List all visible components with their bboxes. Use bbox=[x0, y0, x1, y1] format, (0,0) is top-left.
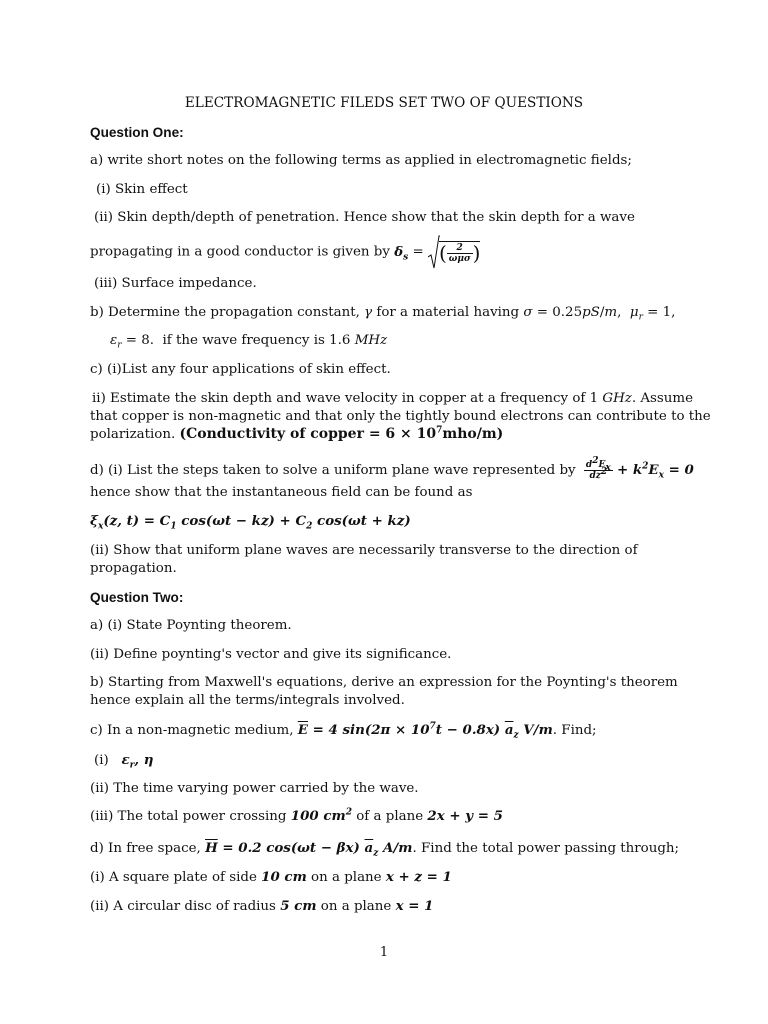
q1-c-ii-line2: that copper is non-magnetic and that only the tightly bound electrons can contribute to the bbox=[90, 409, 711, 424]
q1-c-ii-line3: polarization. (Conductivity of copper = $6 \times 10^7mho/m$) bbox=[90, 425, 504, 442]
q2-d-i: (i) A square plate of side 10 cm on a plane x + z = 1 bbox=[90, 869, 452, 885]
q2-b-line1: b) Starting from Maxwell's equations, derive an expression for the Poynting's theorem bbox=[90, 675, 678, 690]
q1-d-i-line1: d) (i) List the steps taken to solve a uniform plane wave represented by $\frac{d^2E_x}{dz^2}$ + $k^2E_x = 0$ bbox=[90, 456, 694, 481]
q2-c-ii: (ii) The time varying power carried by the wave. bbox=[90, 781, 419, 796]
q1-b-line1: b) Determine the propagation constant, γ for a material having σ = 0.25pS/m, $\mu_r = 1$, bbox=[90, 305, 676, 323]
formula-numerator: 2 bbox=[447, 243, 473, 254]
q1-a-ii-line1: (ii) Skin depth/depth of penetration. Hence show that the skin depth for a wave bbox=[94, 210, 635, 225]
skin-depth-symbol: $\delta_s$ bbox=[394, 243, 409, 263]
q1-d-ii-line1: (ii) Show that uniform plane waves are necessarily transverse to the direction of bbox=[90, 543, 638, 558]
second-derivative: $\frac{d^2E_x}{dz^2}$ bbox=[585, 456, 611, 481]
page-title: ELECTROMAGNETIC FILEDS SET TWO OF QUESTIONS bbox=[184, 95, 584, 111]
instantaneous-field-formula: $\xi_x(z$, $t) = C_1$ $\cos(\omega t - kz) + C_2$ cos(ωt + kz) bbox=[90, 513, 411, 532]
q1-a-i: (i) Skin effect bbox=[96, 182, 188, 197]
q2-d-intro: d) In free space, $\overline{H} = 0.2$ cos(ωt − βx) $\overline{a}_z$ A/m. Find the total power passing through; bbox=[90, 840, 680, 859]
q1-a-ii-line2: propagating in a good conductor is given by $\delta_s$ = ( $\frac{2}{\text{ωμσ}}$ ) bbox=[90, 235, 480, 269]
question-two-heading: Question Two: bbox=[90, 590, 184, 605]
q2-d-ii: (ii) A circular disc of radius 5 cm on a plane x = 1 bbox=[90, 898, 434, 914]
q2-c-i: (i) $\varepsilon_r$, η bbox=[94, 752, 154, 771]
q1-c-i: c) (i)List any four applications of skin effect. bbox=[90, 362, 391, 377]
q1-b-line2: $\varepsilon_r = 8$. if the wave frequency is 1.6 MHz bbox=[110, 333, 388, 351]
q1-a-intro: a) write short notes on the following terms as applied in electromagnetic fields; bbox=[90, 153, 632, 168]
q2-c-intro: c) In a non-magnetic medium, $\overline{E} = 4$ $\sin(2\pi \times 10^7t - 0.8x)$ $\overline{a}_z$ V/m. Find; bbox=[90, 721, 597, 741]
q1-a-ii-text: propagating in a good conductor is given by bbox=[90, 244, 390, 260]
q2-a-ii: (ii) Define poynting's vector and give its significance. bbox=[90, 647, 452, 662]
q1-d-ii-line2: propagation. bbox=[90, 561, 177, 576]
q2-b-line2: hence explain all the terms/integrals involved. bbox=[90, 693, 405, 708]
page-number: 1 bbox=[379, 945, 389, 960]
q2-a-i: a) (i) State Poynting theorem. bbox=[90, 618, 292, 633]
q1-c-ii-line1: ii) Estimate the skin depth and wave velocity in copper at a frequency of 1 GHz. Assume bbox=[92, 391, 694, 406]
q1-a-iii: (iii) Surface impedance. bbox=[94, 276, 257, 291]
skin-depth-formula: ( $\frac{2}{\text{ωμσ}}$ ) bbox=[428, 235, 480, 269]
formula-denominator: ωμσ bbox=[448, 253, 471, 264]
q1-d-i-line2: hence show that the instantaneous field can be found as bbox=[90, 485, 473, 500]
q2-c-iii: (iii) The total power crossing 100 $cm^2$ of a plane 2x + y = 5 bbox=[90, 807, 503, 824]
question-one-heading: Question One: bbox=[90, 125, 184, 140]
copper-conductivity: (Conductivity of copper = $6 \times 10^7mho/m$) bbox=[179, 425, 504, 442]
